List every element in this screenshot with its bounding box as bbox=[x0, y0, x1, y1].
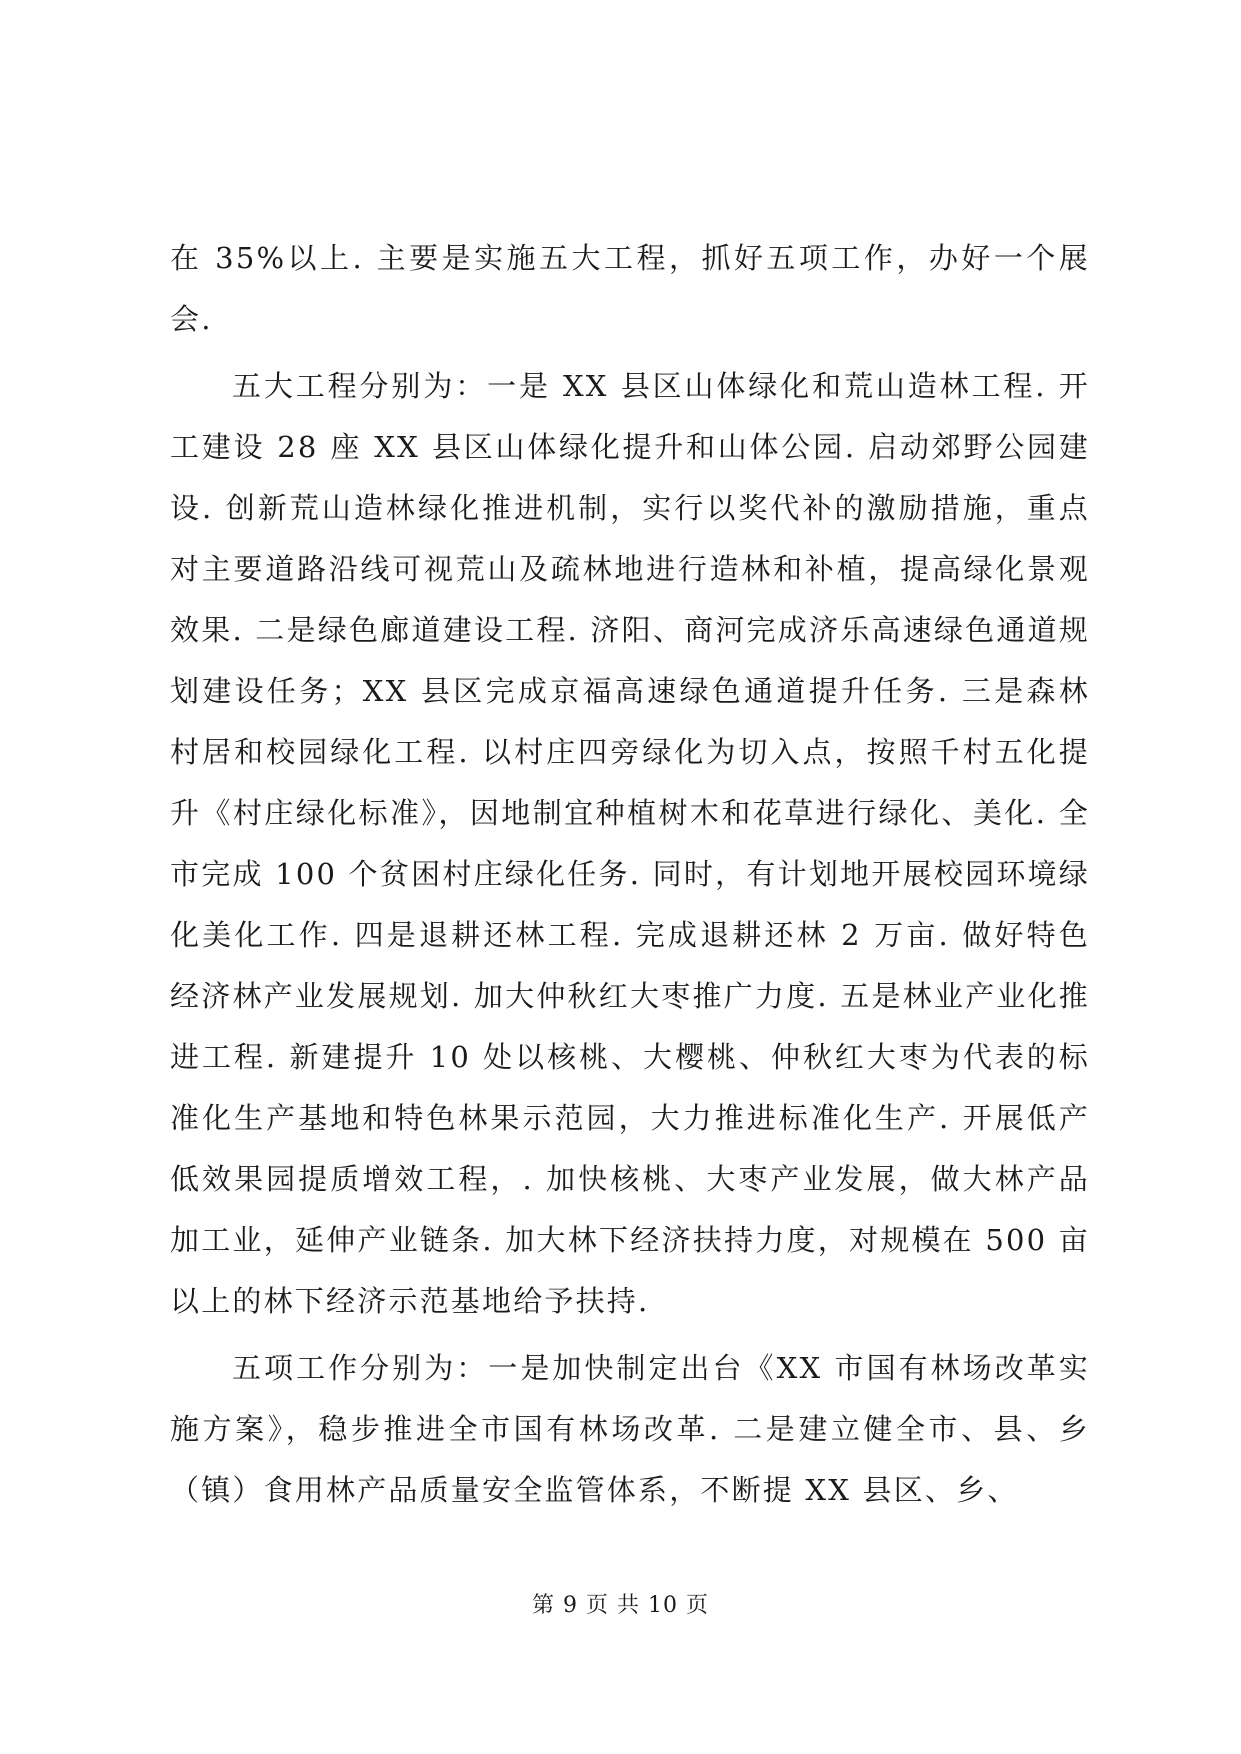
page-number-footer: 第 9 页 共 10 页 bbox=[532, 1593, 709, 1618]
paragraph-five-projects: 五大工程分别为：一是 XX 县区山体绿化和荒山造林工程. 开工建设 28 座 XX 县区山体绿化提升和山体公园. 启动郊野公园建设. 创新荒山造林绿化推进机制，实行以奖代补的激励措施，重点对主要道路沿线可视荒山及疏林地进行造林和补植，提高绿化景观效果. 二是绿色廊道建设工程. 济阳、商河完成济乐高速绿色通道规划建设任务；XX 县区完成京福高速绿色通道提升任务. 三是森林村居和校园绿化工程. 以村庄四旁绿化为切入点，按照千村五化提升《村庄绿化标准》，因地制宜种植树木和花草进行绿化、美化. 全市完成 100 个贫困村庄绿化任务. 同时，有计划地开展校园环境绿化美化工作. 四是退耕还林工程. 完成退耕还林 2 万亩. 做好特色经济林产业发展规划. 加大仲秋红大枣推广力度. 五是林业产业化推进工程. 新建提升 10 处以核桃、大樱桃、仲秋红大枣为代表的标准化生产基地和特色林果示范园，大力推进标准化生产. 开展低产低效果园提质增效工程，. 加快核桃、大枣产业发展，做大林产品加工业，延伸产业链条. 加大林下经济扶持力度，对规模在 500 亩以上的林下经济示范基地给予扶持. bbox=[170, 369, 1090, 1318]
document-body bbox=[170, 228, 1090, 1521]
paragraph-continuation: 在 35%以上. 主要是实施五大工程，抓好五项工作，办好一个展会. bbox=[170, 241, 1090, 336]
paragraph-five-tasks: 五项工作分别为：一是加快制定出台《XX 市国有林场改革实施方案》，稳步推进全市国有林场改革. 二是建立健全市、县、乡（镇）食用林产品质量安全监管体系，不断提 XX 县区、乡、 bbox=[170, 1351, 1090, 1507]
